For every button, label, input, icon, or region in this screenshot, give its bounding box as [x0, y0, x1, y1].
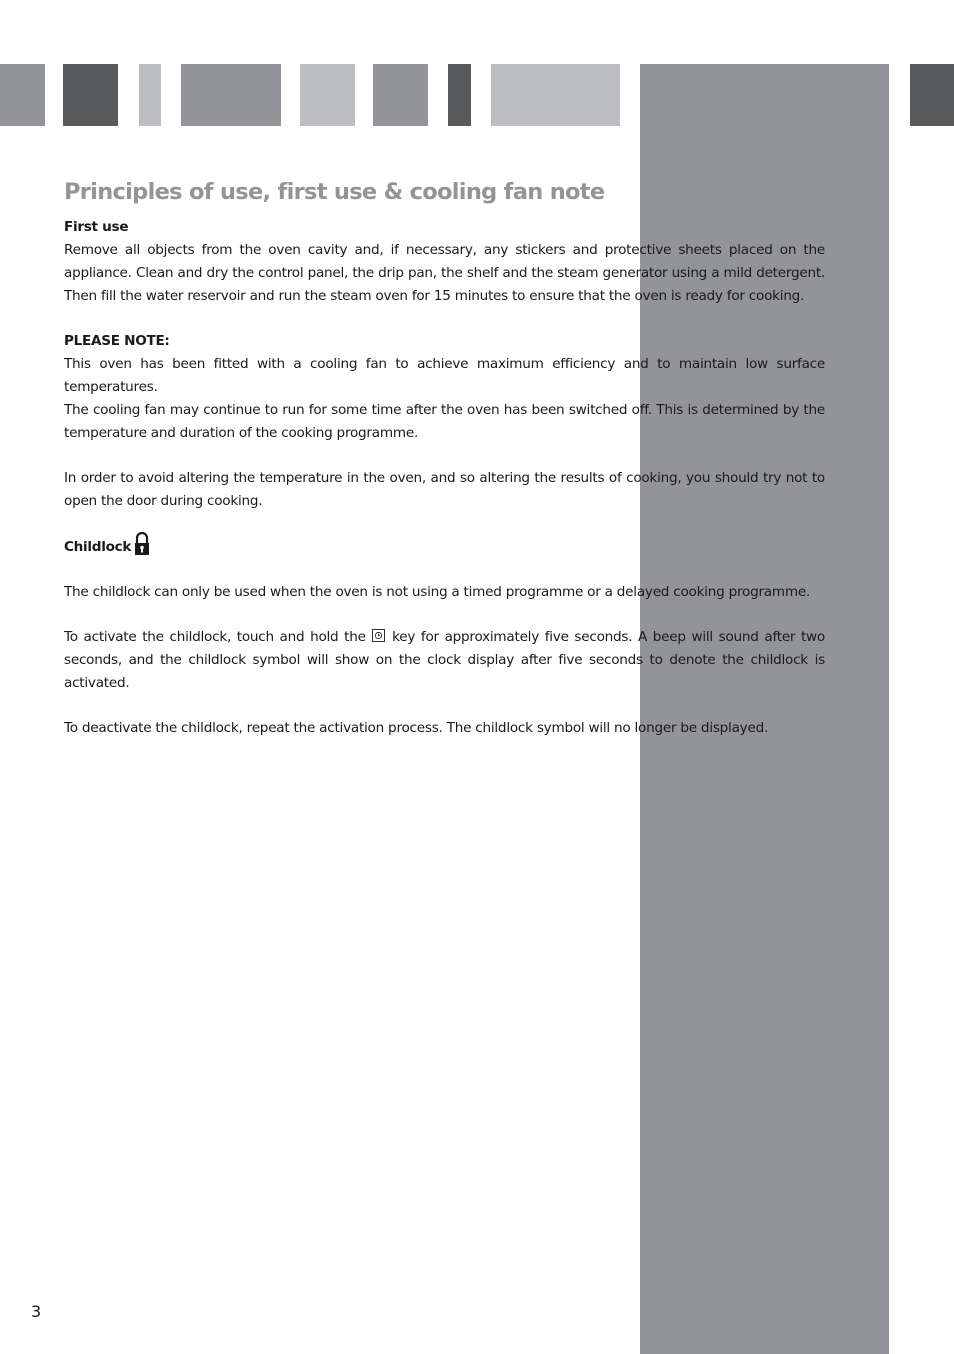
page-title: Principles of use, first use & cooling fan note	[64, 179, 605, 205]
please-note-line1: This oven has been fitted with a cooling fan to achieve maximum efficiency and to maintain low surface temperatures.	[64, 356, 825, 395]
header-block-9	[910, 64, 954, 126]
childlock-heading-row	[64, 527, 825, 557]
header-block-2	[63, 64, 118, 126]
header-block-8	[491, 64, 620, 126]
childlock-heading: Childlock	[64, 539, 132, 555]
header-block-4	[181, 64, 281, 126]
please-note-para2: In order to avoid altering the temperature in the oven, and so altering the results of cooking, you should try not to open the door during cooking.	[64, 470, 825, 509]
page-number: 3	[31, 1302, 42, 1321]
childlock-para1: The childlock can only be used when the oven is not using a timed programme or a delayed cooking programme.	[64, 584, 811, 600]
please-note-line2: The cooling fan may continue to run for some time after the oven has been switched off. This is determined by the temperature and duration of the cooking programme.	[64, 402, 825, 441]
please-note-heading: PLEASE NOTE:	[64, 333, 170, 349]
main-content	[64, 174, 825, 740]
header-block-7	[448, 64, 471, 126]
header-block-1	[0, 64, 45, 126]
childlock-para3: To deactivate the childlock, repeat the activation process. The childlock symbol will no longer be displayed.	[64, 720, 769, 736]
header-block-3	[139, 64, 161, 126]
childlock-para2	[64, 626, 825, 695]
header-block-6	[373, 64, 428, 126]
first-use-body: Remove all objects from the oven cavity and, if necessary, any stickers and protective sheets placed on the appliance. Clean and dry the control panel, the drip pan, the shelf and the steam generator using a mild detergent. Then fill the water reservoir and run the steam oven for 15 minutes to ensure that the oven is ready for cooking.	[64, 242, 825, 304]
first-use-heading: First use	[64, 219, 129, 235]
lock-icon	[133, 531, 151, 557]
header-block-5	[300, 64, 355, 126]
childlock-para2-after: key for approximately five seconds. A beep will sound after two seconds, and the childlock symbol will show on the clock display after five seconds to denote the childlock is activated.	[64, 629, 825, 691]
clock-key-icon	[372, 627, 385, 640]
childlock-para2-before: To activate the childlock, touch and hold the	[64, 629, 366, 645]
